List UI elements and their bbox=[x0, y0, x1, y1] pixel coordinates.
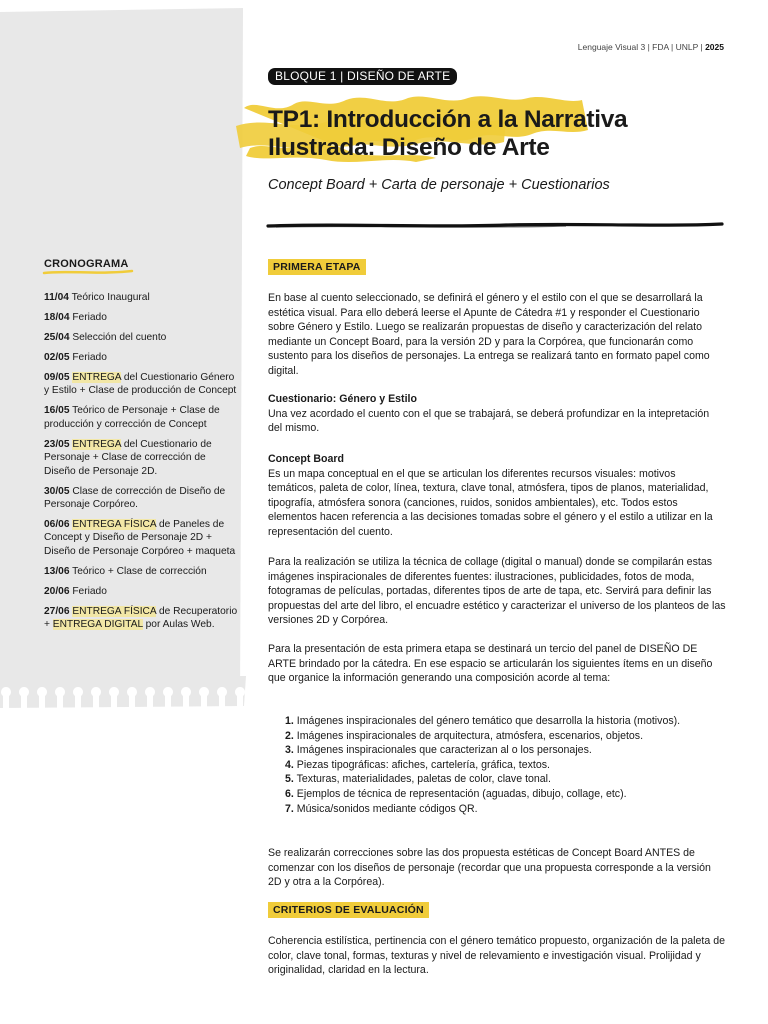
cronograma-title: CRONOGRAMA bbox=[44, 258, 129, 270]
cronograma-text: del Cuestionario de Personaje + Clase de corrección de Diseño de Personaje 2D. bbox=[44, 438, 212, 477]
cronograma-date: 13/06 bbox=[44, 565, 70, 577]
panel-list-item bbox=[285, 802, 725, 817]
cronograma-item bbox=[44, 565, 240, 578]
cuestionario-title: Cuestionario: Género y Estilo bbox=[268, 393, 417, 405]
concept-board-text: Es un mapa conceptual en el que se articulan los diferentes recursos visuales: motivos temáticos, paleta de color, línea, textura, clave tonal, atmósfera, tipos de planos, materialidad, tipografía, atmósfera sonora (canciones, ruidos, sonidos ambientales), etc. Todos estos elementos hacen referencia a las decisiones tomadas sobre el género y el estilo a utilizar en la representación del cuento. bbox=[268, 467, 713, 538]
correcciones-paragraph: Se realizarán correcciones sobre las dos propuesta estéticas de Concept Board ANTES de comenzar con los diseños de personaje (recordar que una propuesta corresponde a la versión 2D y otra a la Corpórea). bbox=[268, 847, 711, 889]
cronograma-item bbox=[44, 331, 240, 344]
block-tag: BLOQUE 1 | DISEÑO DE ARTE bbox=[268, 68, 457, 85]
cuestionario-text: Una vez acordado el cuento con el que se trabajará, se deberá profundizar en la intepretación del mismo. bbox=[268, 407, 710, 435]
cronograma-item bbox=[44, 605, 240, 632]
list-number: 6. bbox=[285, 787, 294, 800]
cronograma-item bbox=[44, 404, 240, 431]
panel-list-item bbox=[285, 772, 725, 787]
page-title: TP1: Introducción a la Narrativa Ilustrada: Diseño de Arte bbox=[268, 106, 628, 161]
panel-items-list bbox=[285, 714, 725, 816]
panel-list-item bbox=[285, 758, 725, 773]
list-text: Texturas, materialidades, paletas de color, clave tonal. bbox=[293, 773, 551, 786]
cronograma-text: Teórico de Personaje + Clase de producción y corrección de Concept bbox=[44, 405, 220, 430]
entrega-highlight: ENTREGA DIGITAL bbox=[52, 619, 143, 631]
list-number: 5. bbox=[285, 773, 294, 786]
cuestionario-section bbox=[268, 392, 726, 436]
panel-paragraph: Para la presentación de esta primera etapa se destinará un tercio del panel de DISEÑO DE ARTE brindado por la cátedra. En ese espacio se articularán los siguientes ítems en un diseño que organice la información generando una composición acorde al tema: bbox=[268, 643, 713, 685]
collage-paragraph: Para la realización se utiliza la técnica de collage (digital o manual) donde se compilarán estas imágenes inspiracionales de diferentes fuentes: ilustraciones, publicidades, fotos de moda, fotogramas de películas, portadas, diferentes tipos de arte de tapa, etc. Servirá para definir las propuestas del arte del libro, el encuadre estético y caracterizar el universo de los planteos de las versiones 2D y Corpórea. bbox=[268, 556, 726, 627]
course-label: Lenguaje Visual 3 | FDA | UNLP | bbox=[577, 42, 703, 52]
cronograma-text: de Recuperatorio + bbox=[44, 605, 238, 631]
entrega-highlight: ENTREGA FÍSICA bbox=[72, 605, 157, 617]
cronograma-date: 16/05 bbox=[44, 405, 70, 417]
cronograma-item bbox=[44, 311, 240, 324]
course-info bbox=[578, 42, 724, 52]
cronograma-list bbox=[44, 291, 240, 638]
cronograma-date: 30/05 bbox=[44, 485, 70, 497]
concept-board-section bbox=[268, 452, 726, 540]
entrega-highlight: ENTREGA bbox=[72, 438, 122, 450]
list-number: 7. bbox=[285, 802, 294, 815]
cronograma-date: 23/05 bbox=[44, 438, 70, 450]
cronograma-text: Selección del cuento bbox=[69, 332, 167, 343]
intro-paragraph: En base al cuento seleccionado, se definirá el género y el estilo con el que se desarrollará la estética visual. Para ello deberá leerse el Apunte de Cátedra #1 y responder el Cuestionario sobre Género y Estilo. Luego se realizarán propuestas de diseño y caracterización del relato mediante un Concept Board, para la versión 2D y para la Corpórea, que funcionarán como sustento para los diseños de personajes. La entrega se realizará tanto en formato papel como digital. bbox=[268, 292, 710, 377]
list-text: Imágenes inspiracionales que caracterizan al o los personajes. bbox=[293, 744, 592, 757]
page-subtitle: Concept Board + Carta de personaje + Cuestionarios bbox=[268, 177, 610, 193]
cronograma-text: de Paneles de Concept y Diseño de Personaje 2D + Diseño de Personaje Corpóreo + maqueta bbox=[44, 519, 236, 557]
brush-divider bbox=[266, 220, 724, 230]
section-label-criterios: CRITERIOS DE EVALUACIÓN bbox=[268, 902, 429, 918]
cronograma-item bbox=[44, 371, 240, 398]
cronograma-date: 09/05 bbox=[44, 372, 70, 383]
cronograma-date: 27/06 bbox=[44, 605, 70, 617]
cronograma-date: 06/06 bbox=[44, 519, 70, 531]
notebook-edge-decoration bbox=[0, 676, 250, 710]
cronograma-item bbox=[44, 438, 240, 478]
list-text: Imágenes inspiracionales de arquitectura, atmósfera, escenarios, objetos. bbox=[293, 729, 644, 742]
list-number: 1. bbox=[285, 715, 294, 727]
list-text: Ejemplos de técnica de representación (aguadas, dibujo, collage, etc). bbox=[293, 787, 627, 800]
cronograma-text: Feriado bbox=[69, 585, 107, 597]
list-number: 4. bbox=[285, 758, 294, 771]
concept-board-title: Concept Board bbox=[268, 453, 344, 465]
cronograma-date: 11/04 bbox=[44, 292, 69, 303]
entrega-highlight: ENTREGA bbox=[72, 372, 122, 383]
criterios-paragraph: Coherencia estilística, pertinencia con el género temático propuesto, organización de la paleta de color, clave tonal, formas, texturas y nivel de relevamiento e investigación visual. Prolijidad y originalidad, claridad en la lectura. bbox=[268, 935, 725, 977]
cronograma-text: Clase de corrección de Diseño de Personaje Corpóreo. bbox=[44, 485, 226, 511]
cronograma-date: 25/04 bbox=[44, 332, 70, 343]
section-label-primera-etapa: PRIMERA ETAPA bbox=[268, 259, 366, 275]
cronograma-text: por Aulas Web. bbox=[142, 619, 215, 631]
panel-list-item bbox=[285, 787, 725, 802]
cronograma-text: Teórico + Clase de corrección bbox=[69, 565, 207, 577]
cronograma-date: 18/04 bbox=[44, 312, 70, 323]
list-text: Imágenes inspiracionales del género temático que desarrolla la historia (motivos). bbox=[293, 715, 681, 727]
cronograma-item bbox=[44, 518, 240, 558]
course-year: 2025 bbox=[705, 42, 724, 52]
list-text: Piezas tipográficas: afiches, cartelería, gráfica, textos. bbox=[293, 758, 550, 771]
cronograma-date: 02/05 bbox=[44, 352, 70, 363]
panel-list-item bbox=[285, 714, 725, 729]
cronograma-text: Teórico Inaugural bbox=[68, 292, 150, 303]
cronograma-item bbox=[44, 485, 240, 512]
list-text: Música/sonidos mediante códigos QR. bbox=[293, 802, 478, 815]
cronograma-item bbox=[44, 585, 240, 598]
list-number: 2. bbox=[285, 729, 294, 742]
cronograma-item bbox=[44, 351, 240, 364]
panel-list-item bbox=[285, 743, 725, 758]
panel-list-item bbox=[285, 729, 725, 744]
cronograma-item bbox=[44, 291, 240, 304]
cronograma-underline bbox=[42, 268, 134, 276]
list-number: 3. bbox=[285, 744, 294, 757]
cronograma-text: Feriado bbox=[69, 352, 107, 363]
entrega-highlight: ENTREGA FÍSICA bbox=[72, 519, 157, 531]
cronograma-text: Feriado bbox=[69, 312, 107, 323]
cronograma-text: del Cuestionario Género y Estilo + Clase de producción de Concept bbox=[44, 372, 237, 397]
cronograma-date: 20/06 bbox=[44, 585, 70, 597]
